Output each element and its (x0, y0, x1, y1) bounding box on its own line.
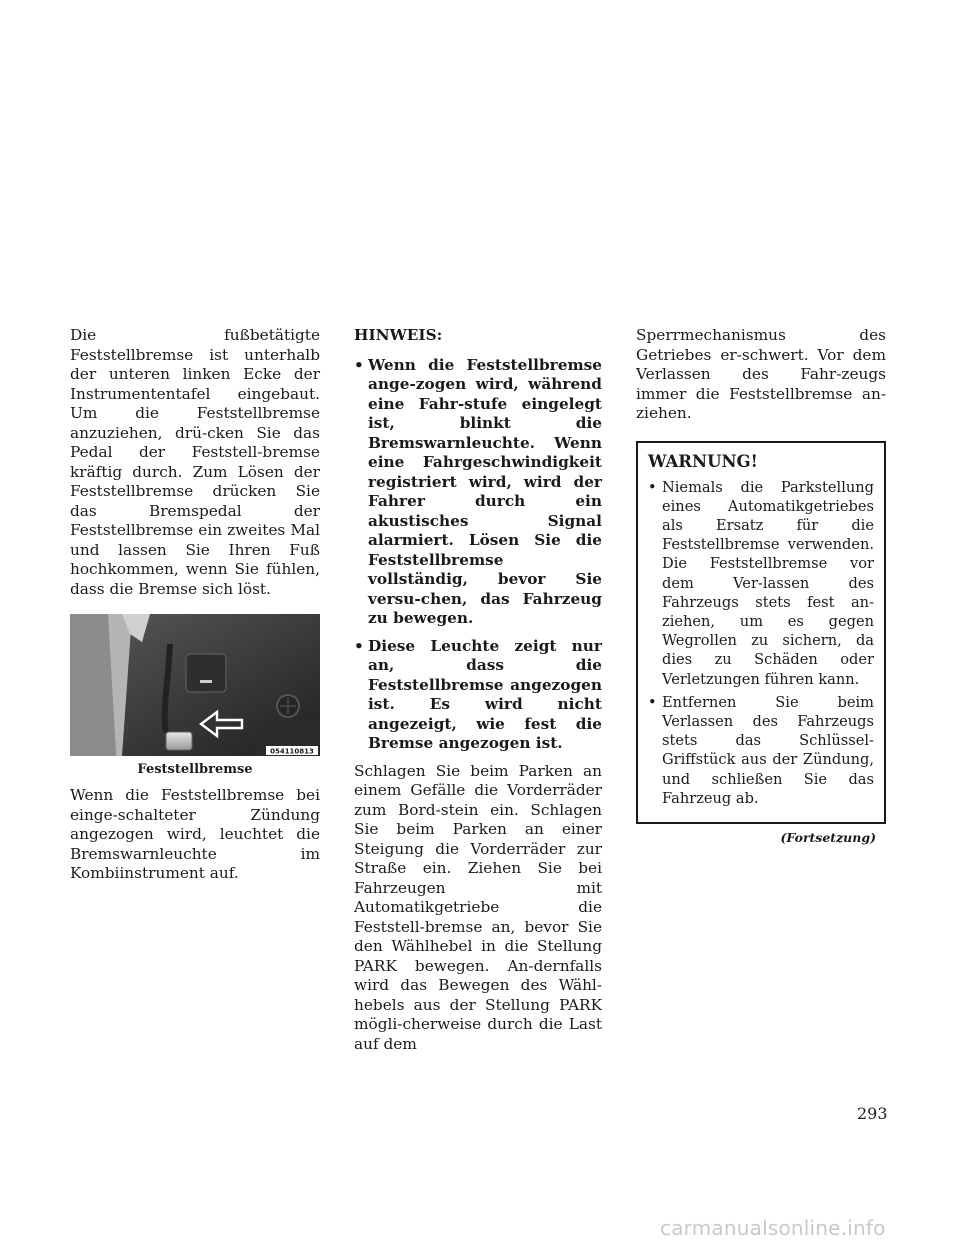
bullet-icon: • (648, 478, 657, 496)
column-middle (354, 326, 602, 1054)
watermark-text: carmanualsonline.info (660, 1216, 886, 1240)
warning-box (636, 441, 886, 824)
figure-code: 054110813 (270, 747, 314, 756)
parking-brake-photo (70, 614, 320, 756)
warning-list (648, 478, 874, 808)
continued-paragraph: Sperrmechanismus des Getriebes er-schwert. Vor dem Verlassen des Fahr-zeugs immer die Feststellbremse an-ziehen. (636, 326, 886, 422)
note-heading: HINWEIS: (354, 326, 443, 344)
page-number: 293 (857, 1104, 888, 1123)
list-item: • Niemals die Parkstellung eines Automatikgetriebes als Ersatz für die Feststellbremse verwenden. Die Feststellbremse vor dem Ver-lassen des Fahrzeugs stets fest an-ziehen, um es gegen Wegrollen zu sichern, da dies zu Schäden oder Verletzungen führen kann. (648, 478, 874, 688)
parking-paragraph: Schlagen Sie beim Parken an einem Gefälle die Vorderräder zum Bord-stein ein. Schlagen Sie beim Parken an einer Steigung die Vorderräder zur Straße ein. Ziehen Sie bei Fahrzeugen mit Automatikgetriebe die Feststell-bremse an, bevor Sie den Wählhebel in die Stellung PARK bewegen. An-dernfalls wird das Bewegen des Wähl-hebels aus der Stellung PARK mögli-cherweise durch die Last auf dem (354, 761, 602, 1053)
warning-title: WARNUNG! (648, 451, 758, 471)
figure-caption: Feststellbremse (137, 762, 253, 777)
bullet-icon: • (354, 355, 364, 374)
list-item: • Entfernen Sie beim Verlassen des Fahrzeugs stets das Schlüssel-Griffstück aus der Zündung, und schließen Sie das Fahrzeug ab. (648, 693, 874, 807)
continued-label: (Fortsetzung) (780, 829, 876, 845)
warning-light-paragraph: Wenn die Feststellbremse bei einge-schalteter Zündung angezogen wird, leuchtet die Bremswarnleuchte im Kombiinstrument auf. (70, 786, 320, 882)
bullet-icon: • (354, 636, 364, 655)
note-list (354, 356, 602, 754)
list-item: • Wenn die Feststellbremse ange-zogen wird, während eine Fahr-stufe eingelegt ist, blinkt die Bremswarnleuchte. Wenn eine Fahrgeschwindigkeit registriert wird, wird der Fahrer durch ein akustisches Signal alarmiert. Lösen Sie die Feststellbremse vollständig, bevor Sie versu-chen, das Fahrzeug zu bewegen. (354, 355, 602, 627)
intro-paragraph: Die fußbetätigte Feststellbremse ist unterhalb der unteren linken Ecke der Instrumententafel eingebaut. Um die Feststellbremse anzuziehen, drü-cken Sie das Pedal der Feststell-bremse kräftig durch. Zum Lösen der Feststellbremse drücken Sie das Bremspedal der Feststellbremse ein zweites Mal und lassen Sie Ihren Fuß hochkommen, wenn Sie fühlen, dass die Bremse sich löst. (70, 326, 320, 598)
bullet-icon: • (648, 693, 657, 711)
column-right (636, 326, 886, 847)
list-item: • Diese Leuchte zeigt nur an, dass die Feststellbremse angezogen ist. Es wird nicht angezeigt, wie fest die Bremse angezogen ist. (354, 636, 602, 752)
column-left (70, 326, 320, 884)
parking-brake-figure (70, 614, 320, 756)
